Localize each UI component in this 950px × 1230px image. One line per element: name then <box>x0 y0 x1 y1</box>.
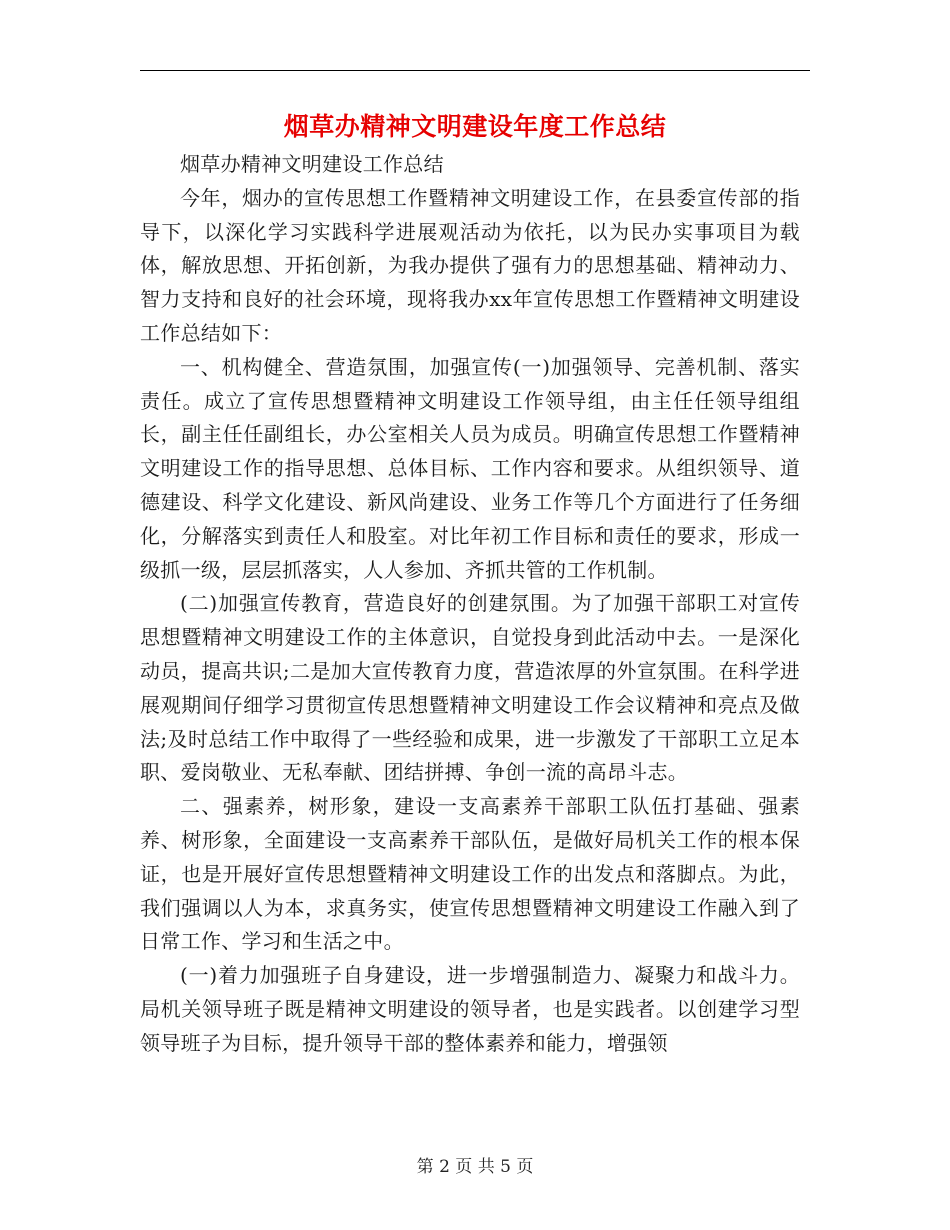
intro-paragraph: 今年，烟办的宣传思想工作暨精神文明建设工作，在县委宣传部的指导下，以深化学习实践科学进展观活动为依托，以为民办实事项目为载体，解放思想、开拓创新，为我办提供了强有力的思想基础、精神动力、智力支持和良好的社会环境，现将我办xx年宣传思想工作暨精神文明建设工作总结如下： <box>140 185 800 345</box>
section-one-paragraph: 一、机构健全、营造氛围，加强宣传(一)加强领导、完善机制、落实责任。成立了宣传思想暨精神文明建设工作领导组，由主任任领导组组长，副主任任副组长，办公室相关人员为成员。明确宣传思想工作暨精神文明建设工作的指导思想、总体目标、工作内容和要求。从组织领导、道德建设、科学文化建设、新风尚建设、业务工作等几个方面进行了任务细化，分解落实到责任人和股室。对比年初工作目标和责任的要求，形成一级抓一级，层层抓落实，人人参加、齐抓共管的工作机制。 <box>140 354 800 582</box>
page-label-prefix: 第 <box>416 1157 434 1177</box>
page-label-mid: 页 共 <box>455 1157 495 1177</box>
page-total: 5 <box>500 1157 511 1177</box>
subtitle-paragraph: 烟草办精神文明建设工作总结 <box>180 152 444 176</box>
section-two-sub-one-paragraph: (一)着力加强班子自身建设，进一步增强制造力、凝聚力和战斗力。局机关领导班子既是精神文明建设的领导者，也是实践者。以创建学习型领导班子为目标，提升领导干部的整体素养和能力，增强领 <box>140 963 800 1055</box>
page-number-footer <box>0 1155 950 1179</box>
header-rule <box>140 70 810 71</box>
section-one-sub-two-paragraph: (二)加强宣传教育，营造良好的创建氛围。为了加强干部职工对宣传思想暨精神文明建设工作的主体意识，自觉投身到此活动中去。一是深化动员，提高共识;二是加大宣传教育力度，营造浓厚的外宣氛围。在科学进展观期间仔细学习贯彻宣传思想暨精神文明建设工作会议精神和亮点及做法;及时总结工作中取得了一些经验和成果，进一步激发了干部职工立足本职、爱岗敬业、无私奉献、团结拼搏、争创一流的高昂斗志。 <box>140 591 800 785</box>
page-label-suffix: 页 <box>516 1157 534 1177</box>
section-two-paragraph: 二、强素养，树形象，建设一支高素养干部职工队伍打基础、强素养、树形象，全面建设一支高素养干部队伍，是做好局机关工作的根本保证，也是开展好宣传思想暨精神文明建设工作的出发点和落脚点。为此，我们强调以人为本，求真务实，使宣传思想暨精神文明建设工作融入到了日常工作、学习和生活之中。 <box>140 794 800 954</box>
document-title: 烟草办精神文明建设年度工作总结 <box>283 112 667 141</box>
page-current: 2 <box>439 1157 450 1177</box>
document-body <box>140 148 800 1061</box>
